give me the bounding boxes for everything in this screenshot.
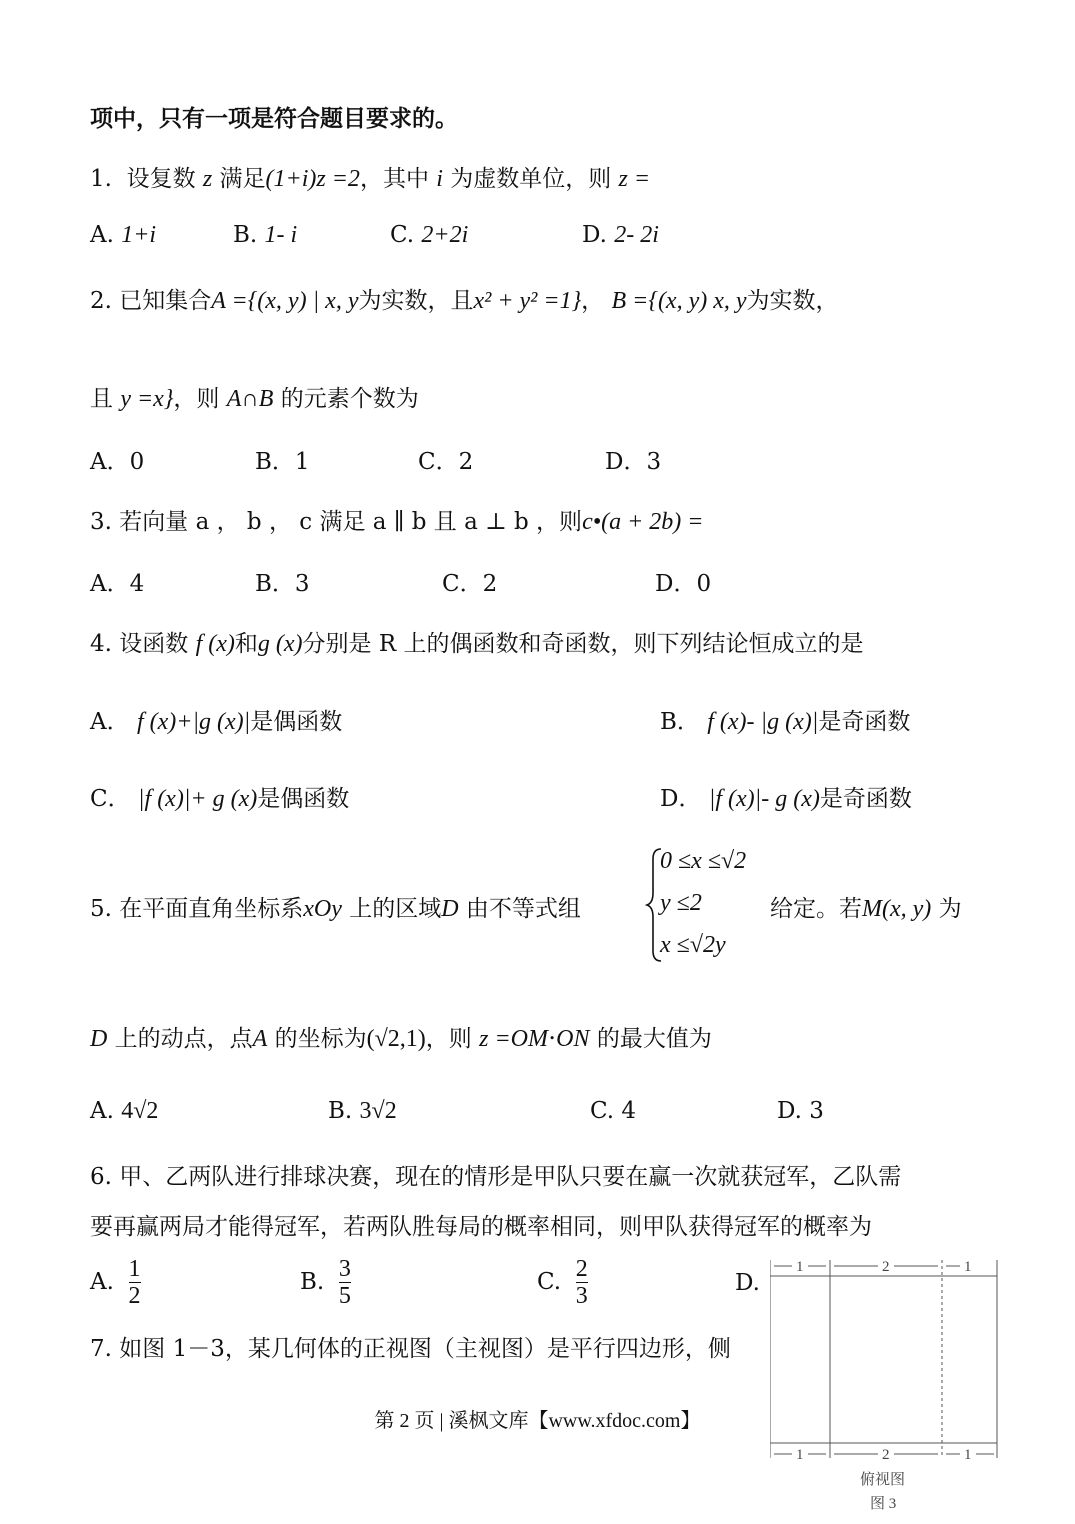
q5-option-a: A. 4√2 [90,1098,159,1124]
q3-option-a: A．4 [90,571,145,597]
q3-expression: c•(a + 2b) = [582,509,704,535]
q2-option-a: A．0 [90,449,145,475]
figure-caption: 俯视图 [860,1472,906,1488]
q5-option-c: C. 4 [590,1098,637,1124]
question-7: 7. 如图 1－3，某几何体的正视图（主视图）是平行四边形，侧 [90,1336,731,1362]
dim-bottom-2: 2 [882,1447,890,1463]
dim-bottom-1: 1 [796,1447,804,1463]
q1-text-2: 满足 [219,166,266,192]
q2-option-b: B．1 [255,449,310,475]
q4-f: f (x) [195,631,235,657]
q1-end: z = [618,166,651,192]
page-footer: 第 2 页 | 溪枫文库【www.xfdoc.com】 [374,1410,701,1432]
q5-continuation: 给定。若M(x, y) 为 [770,896,962,922]
q4-g: g (x) [257,631,303,657]
q2-condition: x² + y² =1} [473,288,582,314]
q1-text-3: ，其中 [359,166,429,192]
q2-set-b: B ={(x, y) x, y [611,288,747,314]
top-view-figure [770,1258,1000,1518]
q3-text: 若向量 a ， b ， c 满足 a ∥ b 且 a ⊥ b ，则 [119,509,583,535]
dim-top-1: 1 [796,1259,804,1275]
q4-option-a: A． f (x)+|g (x)|是偶函数 [90,709,343,735]
question-5: 5. 在平面直角坐标系xOy 上的区域D 由不等式组 [90,896,581,922]
question-4: 4. 设函数 f (x)和g (x)分别是 R 上的偶函数和奇函数，则下列结论恒成立的是 [90,631,864,657]
q2-text-3: ， [581,288,605,314]
q1-text-4: 为虚数单位，则 [450,166,612,192]
q5-line-2: D 上的动点，点A 的坐标为(√2,1)，则 z =OM⋅ON 的最大值为 [90,1026,712,1052]
q3-option-b: B．3 [255,571,310,597]
dim-top-3: 1 [964,1259,972,1275]
q5-inequality-2: y ≤2 [660,890,702,916]
q1-option-b: B. 1- i [233,222,298,248]
q1-equation: (1+i)z =2 [265,166,360,192]
q4-option-c: C． |f (x)|+ g (x)是偶函数 [90,786,350,812]
q5-inequality-3: x ≤√2y [660,932,726,958]
q5-option-b: B. 3√2 [328,1098,397,1124]
q2-text-4: 为实数， [746,288,839,314]
question-2 [90,282,839,315]
q2-text-1: 已知集合 [119,288,212,314]
q4-option-b: B． f (x)- |g (x)|是奇函数 [660,709,911,735]
question-6: 6. 甲、乙两队进行排球决赛，现在的情形是甲队只要在赢一次就获冠军，乙队需 [90,1164,902,1190]
q2-text-2: 为实数，且 [358,288,474,314]
q6-line-2: 要再赢两局才能得冠军，若两队胜每局的概率相同，则甲队获得冠军的概率为 [90,1214,872,1240]
q6-option-a: A. $\frac{1}{2}$ [90,1256,141,1310]
q2-number: 2. [90,288,112,314]
q1-option-d: D. 2- 2i [582,222,659,248]
q3-option-d: D．0 [655,571,712,597]
figure-label: 图 3 [870,1496,897,1512]
question-1 [90,160,650,193]
q6-option-b: B. $\frac{3}{5}$ [300,1256,351,1310]
q2-option-d: D．3 [605,449,662,475]
top-view-diagram [770,1258,1000,1518]
q6-option-d: D. [735,1270,760,1296]
dim-bottom-3: 1 [964,1447,972,1463]
q3-option-c: C．2 [442,571,498,597]
dim-top-2: 2 [882,1259,890,1275]
q1-number: 1. [90,166,112,192]
q1-option-a: A. 1+i [90,222,157,248]
q1-option-c: C. 2+2i [390,222,469,248]
question-3: 3. 若向量 a ， b ， c 满足 a ∥ b 且 a ⊥ b ，则c•(a + 2b) = [90,509,704,535]
q1-text-1: 设复数 [126,166,196,192]
q5-option-d: D. 3 [777,1098,824,1124]
q2-line-2: 且 y =x}，则 A∩B 的元素个数为 [90,386,419,412]
q2-option-c: C．2 [418,449,474,475]
q2-set-a: A ={(x, y) | x, y [211,288,359,314]
q6-option-c: C. $\frac{2}{3}$ [537,1256,588,1310]
q4-option-d: D． |f (x)|- g (x)是奇函数 [660,786,912,812]
q5-inequality-1: 0 ≤x ≤√2 [660,848,747,874]
q1-var-z: z [202,166,213,192]
section-intro: 项中，只有一项是符合题目要求的。 [90,105,458,132]
q1-var-i: i [436,166,443,192]
